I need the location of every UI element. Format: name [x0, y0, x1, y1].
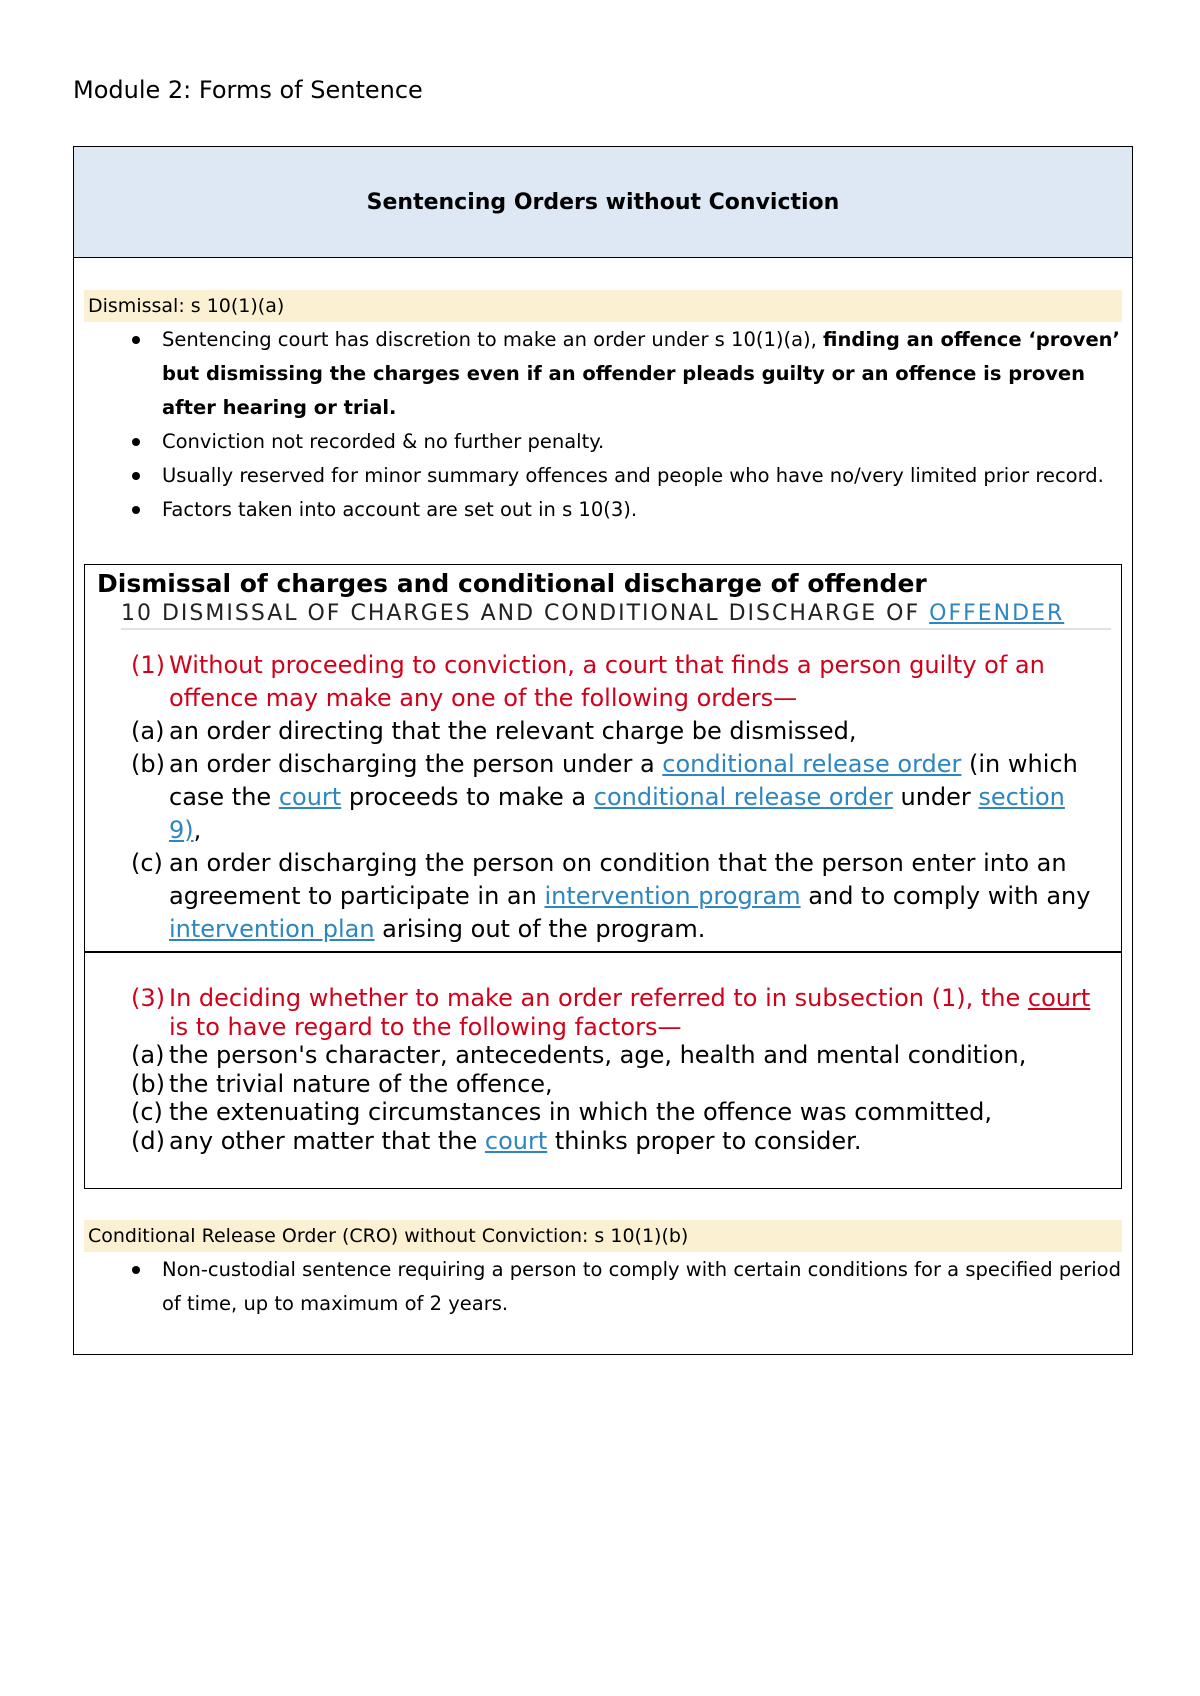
cro-bullets [84, 1253, 1124, 1321]
paragraph-b-text-1: an order discharging the person under a [169, 750, 663, 778]
conditional-release-order-link[interactable]: conditional release order [662, 750, 962, 778]
subsection-3-text-1: In deciding whether to make an order referred to in subsection (1), the [169, 984, 1028, 1012]
court-link[interactable]: court [278, 783, 342, 811]
factor-list [131, 984, 1091, 1155]
paragraph-a-text: an order directing that the relevant charge be dismissed, [169, 717, 857, 745]
bullet-no-conviction: Conviction not recorded & no further penalty. [84, 425, 1124, 459]
factor-a-label: (a) [131, 1041, 165, 1069]
factor-a-text: the person's character, antecedents, age, health and mental condition, [169, 1041, 1027, 1069]
paragraph-b-text-3: proceeds to make a [341, 783, 594, 811]
paragraph-b-text-5: , [193, 816, 202, 844]
bullet-cro: Non-custodial sentence requiring a person to comply with certain conditions for a specified period of time, up to maximum of 2 years. [84, 1253, 1124, 1321]
intervention-plan-link[interactable]: intervention plan [169, 915, 375, 943]
factor-c-label: (c) [131, 1098, 163, 1126]
factor-b [131, 1070, 1091, 1099]
paragraph-a [131, 715, 1091, 748]
subsection-3-text-2: is to have regard to the following factors— [169, 1012, 682, 1041]
bullet-factors: Factors taken into account are set out in s 10(3). [84, 493, 1124, 527]
provision-list [131, 649, 1091, 946]
paragraph-b-label: (b) [131, 750, 165, 778]
factor-a [131, 1041, 1091, 1070]
section-title [121, 601, 1111, 630]
factor-d-label: (d) [131, 1126, 165, 1155]
bullet-discretion-bold: finding an offence ‘proven’ but dismissing the charges even if an offender pleads guilty or an offence is proven after hearing or trial. [162, 328, 1120, 419]
conditional-release-order-link-2[interactable]: conditional release order [593, 783, 893, 811]
page-title: Module 2: Forms of Sentence [73, 76, 423, 104]
legislation-box-subsection-1 [84, 564, 1122, 953]
paragraph-b-text-4: under [892, 783, 979, 811]
dismissal-bullets [84, 323, 1124, 527]
sentencing-table [73, 146, 1133, 1355]
paragraph-c-label: (c) [131, 849, 163, 877]
subsection-3-label: (3) [131, 984, 165, 1012]
factor-d [131, 1127, 1091, 1156]
paragraph-b-text-2: (in which case the [169, 750, 1078, 811]
paragraph-c-text-1: an order discharging the person on condition that the person enter into an agreement to participate in an [169, 849, 1067, 910]
intervention-program-link[interactable]: intervention program [544, 882, 801, 910]
bullet-discretion-text: Sentencing court has discretion to make an order under s 10(1)(a), [162, 328, 824, 351]
factor-d-text-1: any other matter that the [169, 1126, 485, 1155]
section-9-link[interactable]: section 9) [169, 783, 1065, 844]
legislation-box-subsection-3 [84, 951, 1122, 1189]
paragraph-c-text-2: and to comply with any [800, 882, 1091, 910]
legislation-heading: Dismissal of charges and conditional discharge of offender [97, 569, 927, 598]
factor-d-text-2: thinks proper to consider. [547, 1126, 862, 1155]
paragraph-b [131, 748, 1091, 847]
dismissal-heading: Dismissal: s 10(1)(a) [84, 290, 1122, 322]
paragraph-a-label: (a) [131, 717, 165, 745]
factor-c-text: the extenuating circumstances in which the offence was committed, [169, 1098, 993, 1126]
subsection-3 [131, 984, 1091, 1041]
subsection-1-text: Without proceeding to conviction, a court that finds a person guilty of an offence may make any one of the following orders— [169, 651, 1045, 712]
factor-b-label: (b) [131, 1069, 165, 1098]
factor-c [131, 1098, 1091, 1127]
section-title-text: 10 DISMISSAL OF CHARGES AND CONDITIONAL DISCHARGE OF [121, 601, 930, 626]
factor-b-text: the trivial nature of the offence, [169, 1069, 553, 1098]
bullet-discretion [84, 323, 1124, 425]
subsection-1-label: (1) [131, 651, 165, 679]
court-link-2[interactable]: court [484, 1126, 548, 1155]
subsection-1 [131, 649, 1091, 715]
paragraph-c [131, 847, 1091, 946]
court-link-red[interactable]: court [1027, 984, 1091, 1012]
paragraph-c-text-3: arising out of the program. [374, 915, 706, 943]
bullet-reserved: Usually reserved for minor summary offences and people who have no/very limited prior record. [84, 459, 1124, 493]
cro-heading: Conditional Release Order (CRO) without Conviction: s 10(1)(b) [84, 1220, 1122, 1252]
table-heading: Sentencing Orders without Conviction [74, 147, 1132, 258]
offender-link[interactable]: OFFENDER [929, 601, 1065, 626]
